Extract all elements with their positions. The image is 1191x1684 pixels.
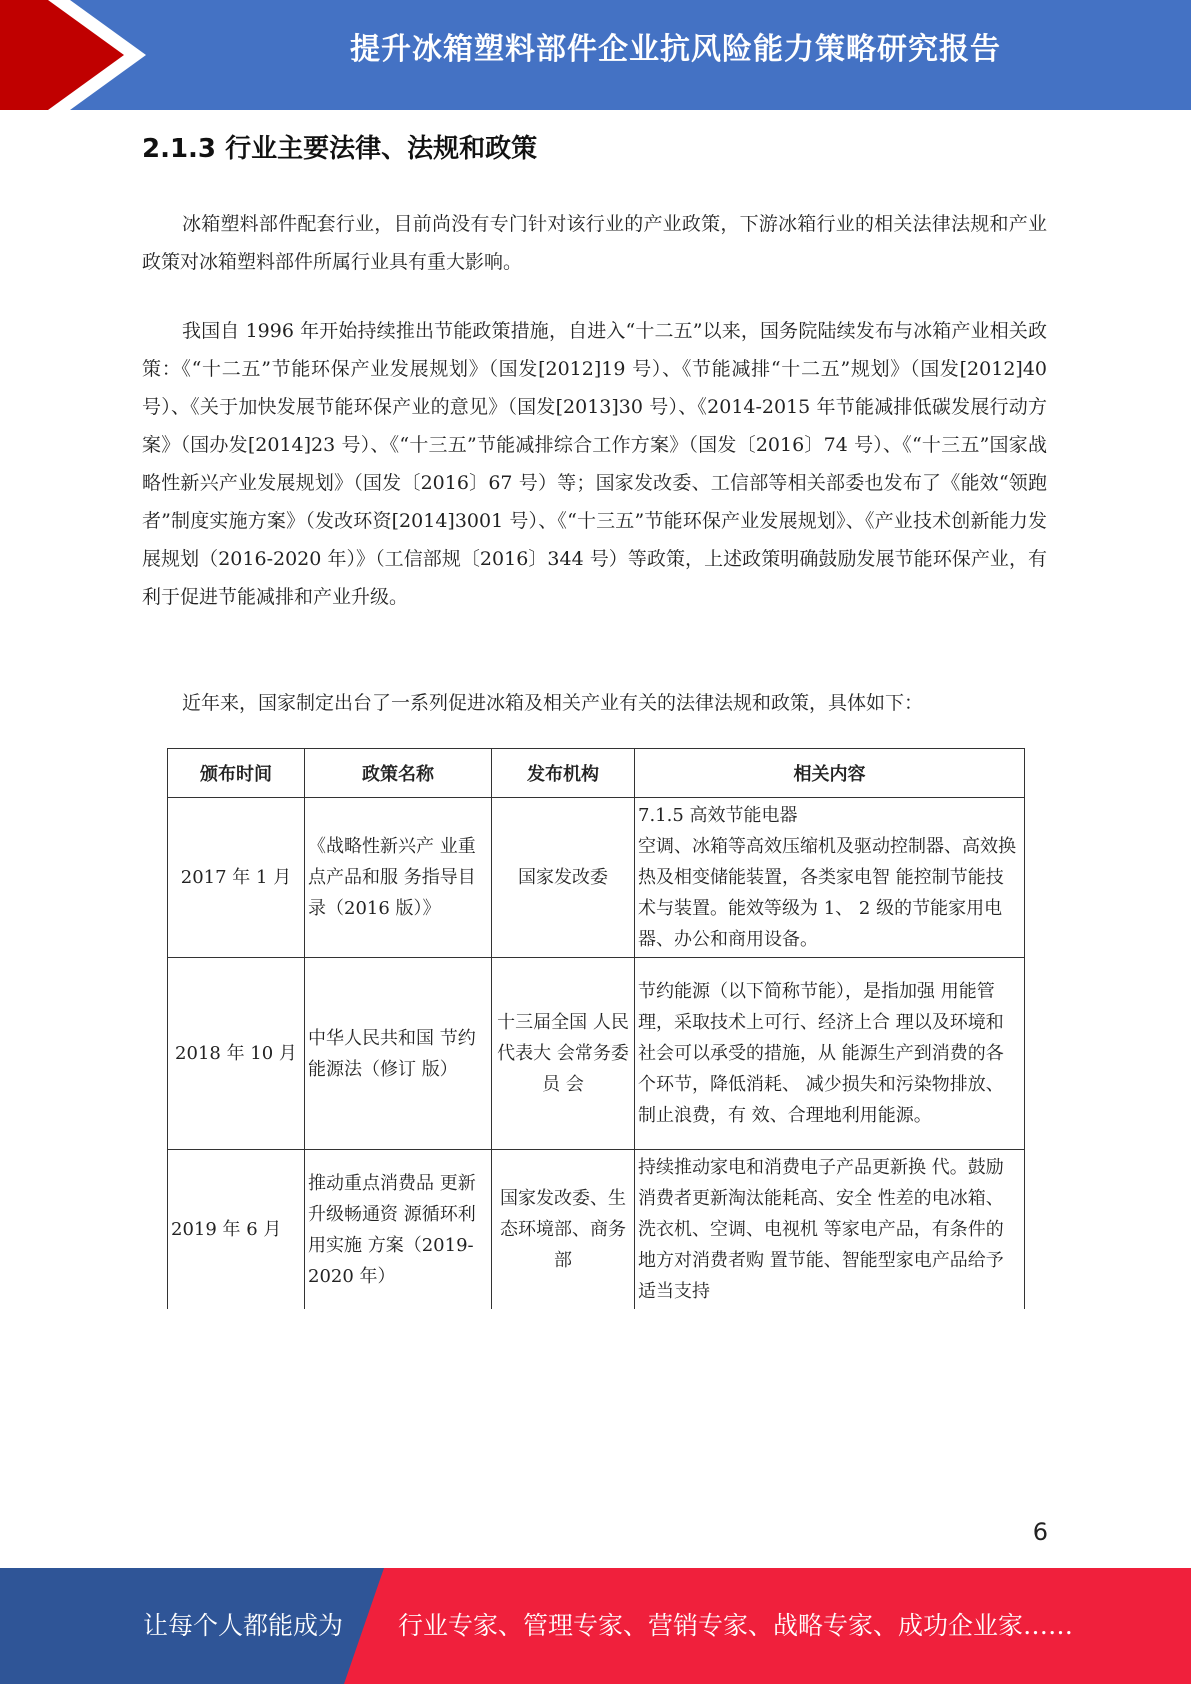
cell-date: 2017 年 1 月 bbox=[168, 798, 305, 958]
table-row bbox=[168, 798, 1025, 958]
header-content: 相关内容 bbox=[635, 749, 1025, 798]
footer-slogan-right: 行业专家、管理专家、营销专家、战略专家、成功企业家…… bbox=[398, 1611, 1074, 1640]
cell-date: 2019 年 6 月 bbox=[168, 1150, 305, 1310]
page-number: 6 bbox=[1032, 1518, 1048, 1546]
intro-paragraph: 冰箱塑料部件配套行业，目前尚没有专门针对该行业的产业政策，下游冰箱行业的相关法律法规和产业政策对冰箱塑料部件所属行业具有重大影响。 bbox=[142, 213, 1047, 273]
policy-table bbox=[167, 748, 1025, 1309]
header-policy-name: 政策名称 bbox=[305, 749, 492, 798]
cell-agency: 国家发改委 bbox=[492, 798, 635, 958]
cell-agency: 国家发改委、生态环境部、商务部 bbox=[492, 1150, 635, 1310]
cell-policy-name: 《战略性新兴产 业重点产品和服 务指导目录（2016 版）》 bbox=[305, 798, 492, 958]
table-intro-paragraph: 近年来，国家制定出台了一系列促进冰箱及相关产业有关的法律法规和政策，具体如下： bbox=[182, 692, 924, 714]
section-heading: 2.1.3 行业主要法律、法规和政策 bbox=[142, 134, 538, 164]
table-row bbox=[168, 958, 1025, 1150]
header-agency: 发布机构 bbox=[492, 749, 635, 798]
cell-content: 7.1.5 高效节能电器 空调、冰箱等高效压缩机及驱动控制器、高效换热及相变储能装置，各类家电智 能控制节能技术与装置。能效等级为 1、 2 级的节能家用电器、办公和商用设备。 bbox=[635, 798, 1025, 958]
cell-policy-name: 推动重点消费品 更新升级畅通资 源循环利用实施 方案（2019-2020 年） bbox=[305, 1150, 492, 1310]
policy-history-paragraph: 我国自 1996 年开始持续推出节能政策措施，自进入“十二五”以来，国务院陆续发布与冰箱产业相关政策：《“十二五”节能环保产业发展规划》（国发[2012]19 号）、《节能减排“十二五”规划》（国发[2012]40 号）、《关于加快发展节能环保产业的意见》（国发[2013]30 号）、《2014-2015 年节能减排低碳发展行动方案》（国办发[2014]23 号）、《“十三五”节能减排综合工作方案》（国发〔2016〕74 号）、《“十三五”国家战略性新兴产业发展规划》（国发〔2016〕67 号）等；国家发改委、工信部等相关部委也发布了《能效“领跑者”制度实施方案》（发改环资[2014]3001 号）、《“十三五”节能环保产业发展规划》、《产业技术创新能力发展规划（2016-2020 年）》（工信部规〔2016〕344 号）等政策，上述政策明确鼓励发展节能环保产业，有利于促进节能减排和产业升级。 bbox=[142, 320, 1047, 608]
cell-content: 持续推动家电和消费电子产品更新换 代。鼓励消费者更新淘汰能耗高、安全 性差的电冰箱、洗衣机、空调、电视机 等家电产品，有条件的地方对消费者购 置节能、智能型家电产品给予适当支持 bbox=[635, 1150, 1025, 1310]
table-header-row bbox=[168, 749, 1025, 798]
footer-slogan-left: 让每个人都能成为 bbox=[143, 1611, 344, 1640]
report-title: 提升冰箱塑料部件企业抗风险能力策略研究报告 bbox=[350, 32, 1001, 67]
table-row bbox=[168, 1150, 1025, 1310]
cell-agency: 十三届全国 人民代表大 会常务委员 会 bbox=[492, 958, 635, 1150]
page-header bbox=[0, 0, 1191, 110]
page-footer bbox=[0, 1568, 1191, 1684]
cell-date: 2018 年 10 月 bbox=[168, 958, 305, 1150]
header-date: 颁布时间 bbox=[168, 749, 305, 798]
cell-content: 节约能源（以下简称节能），是指加强 用能管理，采取技术上可行、经济上合 理以及环境和社会可以承受的措施，从 能源生产到消费的各个环节，降低消耗、 减少损失和污染物排放、制止浪费，有 效、合理地利用能源。 bbox=[635, 958, 1025, 1150]
cell-policy-name: 中华人民共和国 节约能源法（修订 版） bbox=[305, 958, 492, 1150]
